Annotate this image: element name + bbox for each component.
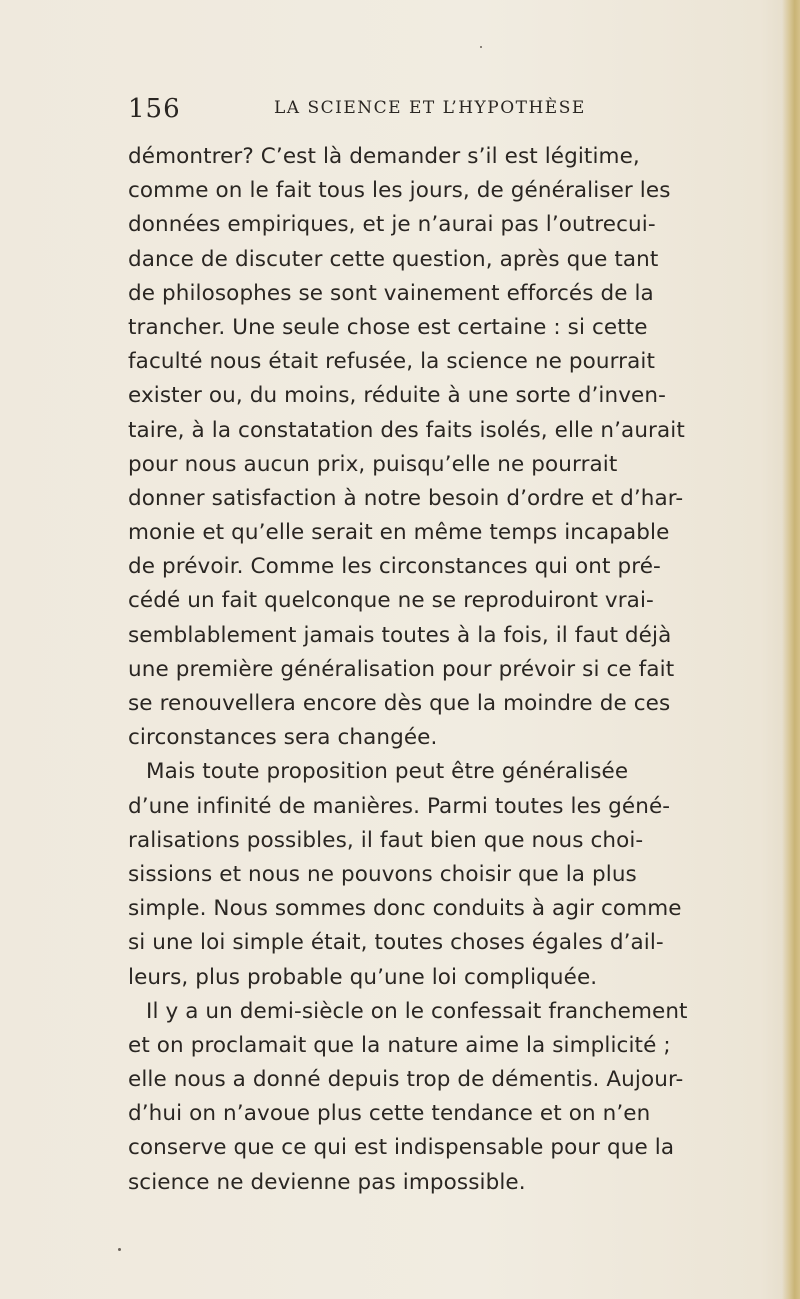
- text-line: cédé un fait quelconque ne se reproduiront vrai-: [128, 588, 654, 614]
- text-line: sissions et nous ne pouvons choisir que la plus: [128, 861, 637, 887]
- text-line: faculté nous était refusée, la science ne pourrait: [128, 349, 655, 375]
- text-line: ralisations possibles, il faut bien que nous choi-: [128, 827, 644, 853]
- text-line: simple. Nous sommes donc conduits à agir comme: [128, 896, 682, 922]
- page-edge-shadow: [782, 0, 800, 1299]
- text-line: comme on le fait tous les jours, de généraliser les: [128, 178, 671, 204]
- paper-speck: [118, 1248, 121, 1251]
- page-header: [128, 94, 738, 134]
- text-line: exister ou, du moins, réduite à une sorte d’inven-: [128, 383, 666, 409]
- text-line: de prévoir. Comme les circonstances qui ont pré-: [128, 554, 661, 580]
- text-line: circonstances sera changée.: [128, 725, 438, 751]
- text-line: démontrer? C’est là demander s’il est légitime,: [128, 144, 640, 169]
- paragraph-start-line: Il y a un demi-siècle on le confessait franchement: [146, 998, 688, 1024]
- text-line: taire, à la constatation des faits isolés, elle n’aurait: [128, 417, 685, 443]
- text-line: elle nous a donné depuis trop de démentis. Aujour-: [128, 1067, 684, 1093]
- text-line: science ne devienne pas impossible.: [128, 1169, 526, 1195]
- running-head: LA SCIENCE ET L’HYPOTHÈSE: [274, 98, 586, 118]
- text-line: semblablement jamais toutes à la fois, il faut déjà: [128, 622, 672, 648]
- body-text: [128, 140, 740, 1200]
- text-line: de philosophes se sont vainement efforcés de la: [128, 280, 654, 306]
- text-line: leurs, plus probable qu’une loi compliquée.: [128, 964, 598, 990]
- text-line: dance de discuter cette question, après que tant: [128, 246, 659, 272]
- text-line: trancher. Une seule chose est certaine : si cette: [128, 314, 648, 340]
- text-line: données empiriques, et je n’aurai pas l’outrecui-: [128, 212, 656, 238]
- text-line: donner satisfaction à notre besoin d’ordre et d’har-: [128, 485, 684, 511]
- text-line: se renouvellera encore dès que la moindre de ces: [128, 691, 671, 716]
- text-line: d’hui on n’avoue plus cette tendance et on n’en: [128, 1101, 651, 1127]
- text-line: d’une infinité de manières. Parmi toutes les géné-: [128, 793, 671, 819]
- text-line: conserve que ce qui est indispensable pour que la: [128, 1135, 675, 1161]
- text-line: une première généralisation pour prévoir si ce fait: [128, 656, 675, 682]
- paper-speck: [480, 46, 482, 48]
- text-line: pour nous aucun prix, puisqu’elle ne pourrait: [128, 451, 618, 477]
- paragraph-start-line: Mais toute proposition peut être généralisée: [146, 759, 629, 785]
- text-line: et on proclamait que la nature aime la simplicité ;: [128, 1032, 671, 1058]
- page-number: 156: [128, 94, 181, 124]
- text-line: si une loi simple était, toutes choses égales d’ail-: [128, 930, 664, 956]
- text-line: monie et qu’elle serait en même temps incapable: [128, 520, 670, 546]
